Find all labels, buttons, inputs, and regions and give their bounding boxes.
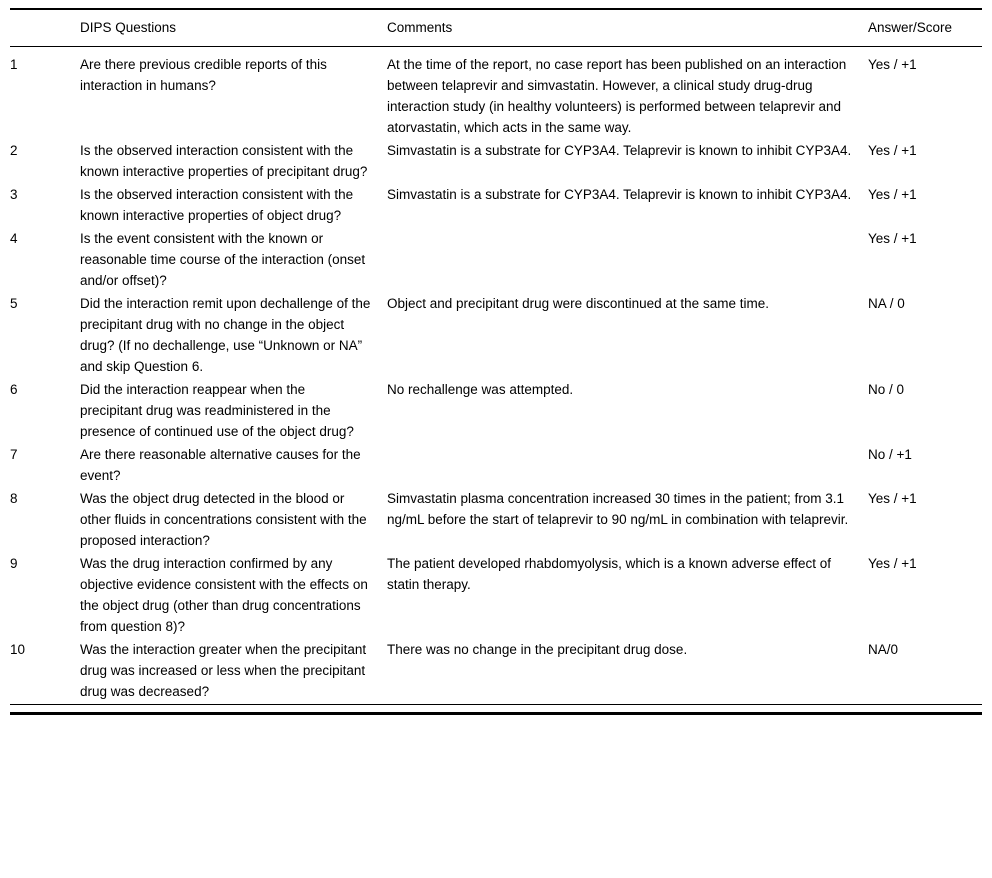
table-row (10, 379, 982, 444)
row-number-cell: 9 (10, 556, 18, 571)
row-number-cell: 8 (10, 491, 18, 506)
comment-cell: The patient developed rhabdomyolysis, which is a known adverse effect of statin therapy. (387, 556, 832, 592)
answer-cell: Yes / +1 (868, 556, 917, 571)
table-row (10, 553, 982, 639)
answer-cell: Yes / +1 (868, 491, 917, 506)
row-number-cell: 7 (10, 447, 18, 462)
header-number (10, 9, 80, 47)
row-number-cell: 6 (10, 382, 18, 397)
question-cell: Is the observed interaction consistent with the known interactive properties of precipitant drug? (80, 143, 368, 179)
answer-cell: NA/0 (868, 642, 899, 657)
question-cell: Was the interaction greater when the precipitant drug was increased or less when the precipitant drug was decreased? (80, 642, 367, 699)
question-cell: Are there reasonable alternative causes for the event? (80, 447, 361, 483)
answer-cell: Yes / +1 (868, 231, 917, 246)
question-cell: Did the interaction remit upon dechallenge of the precipitant drug with no change in the object drug? (If no dechallenge, use “Unknown or NA” and skip Question 6. (80, 296, 371, 374)
row-number-cell: 10 (10, 642, 26, 657)
comment-cell: At the time of the report, no case report has been published on an interaction between telaprevir and simvastatin. However, a clinical study drug-drug interaction study (in healthy volunteers) is performed between telaprevir and atorvastatin, which acts in the same way. (387, 57, 847, 135)
question-cell: Was the drug interaction confirmed by any objective evidence consistent with the effects on the object drug (other than drug concentrations from question 8)? (80, 556, 368, 634)
comment-cell: Object and precipitant drug were discontinued at the same time. (387, 296, 769, 311)
question-cell: Did the interaction reappear when the precipitant drug was readministered in the presence of continued use of the object drug? (80, 382, 354, 439)
comment-cell: There was no change in the precipitant drug dose. (387, 642, 688, 657)
header-answer-score: Answer/Score (868, 9, 982, 47)
table-row (10, 639, 982, 705)
row-number-cell: 4 (10, 231, 18, 246)
table-row (10, 47, 982, 141)
question-cell: Are there previous credible reports of this interaction in humans? (80, 57, 327, 93)
comment-cell: Simvastatin is a substrate for CYP3A4. Telaprevir is known to inhibit CYP3A4. (387, 187, 852, 202)
answer-cell: Yes / +1 (868, 187, 917, 202)
answer-cell: NA / 0 (868, 296, 905, 311)
answer-cell: No / 0 (868, 382, 905, 397)
bottom-rule (10, 712, 982, 715)
row-number-cell: 2 (10, 143, 18, 158)
table-row (10, 228, 982, 293)
question-cell: Was the object drug detected in the blood or other fluids in concentrations consistent with the proposed interaction? (80, 491, 367, 548)
comment-cell (387, 228, 868, 293)
table-row (10, 488, 982, 553)
comment-cell: No rechallenge was attempted. (387, 382, 574, 397)
answer-cell: Yes / +1 (868, 57, 917, 72)
table-header-row (10, 9, 982, 47)
table-row (10, 444, 982, 488)
question-cell: Is the event consistent with the known or reasonable time course of the interaction (onset and/or offset)? (80, 231, 366, 288)
table-row (10, 293, 982, 379)
answer-cell: No / +1 (868, 447, 912, 462)
question-cell: Is the observed interaction consistent with the known interactive properties of object drug? (80, 187, 354, 223)
comment-cell: Simvastatin plasma concentration increased 30 times in the patient; from 3.1 ng/mL before the start of telaprevir to 90 ng/mL in combination with telaprevir. (387, 491, 849, 527)
row-number-cell: 5 (10, 296, 18, 311)
dips-table (10, 8, 982, 705)
dips-table-container (10, 8, 982, 715)
answer-cell: Yes / +1 (868, 143, 917, 158)
header-questions: DIPS Questions (80, 9, 387, 47)
header-comments: Comments (387, 9, 868, 47)
row-number-cell: 1 (10, 57, 18, 72)
row-number-cell: 3 (10, 187, 18, 202)
table-row (10, 184, 982, 228)
comment-cell: Simvastatin is a substrate for CYP3A4. Telaprevir is known to inhibit CYP3A4. (387, 143, 852, 158)
table-row (10, 140, 982, 184)
comment-cell (387, 444, 868, 488)
